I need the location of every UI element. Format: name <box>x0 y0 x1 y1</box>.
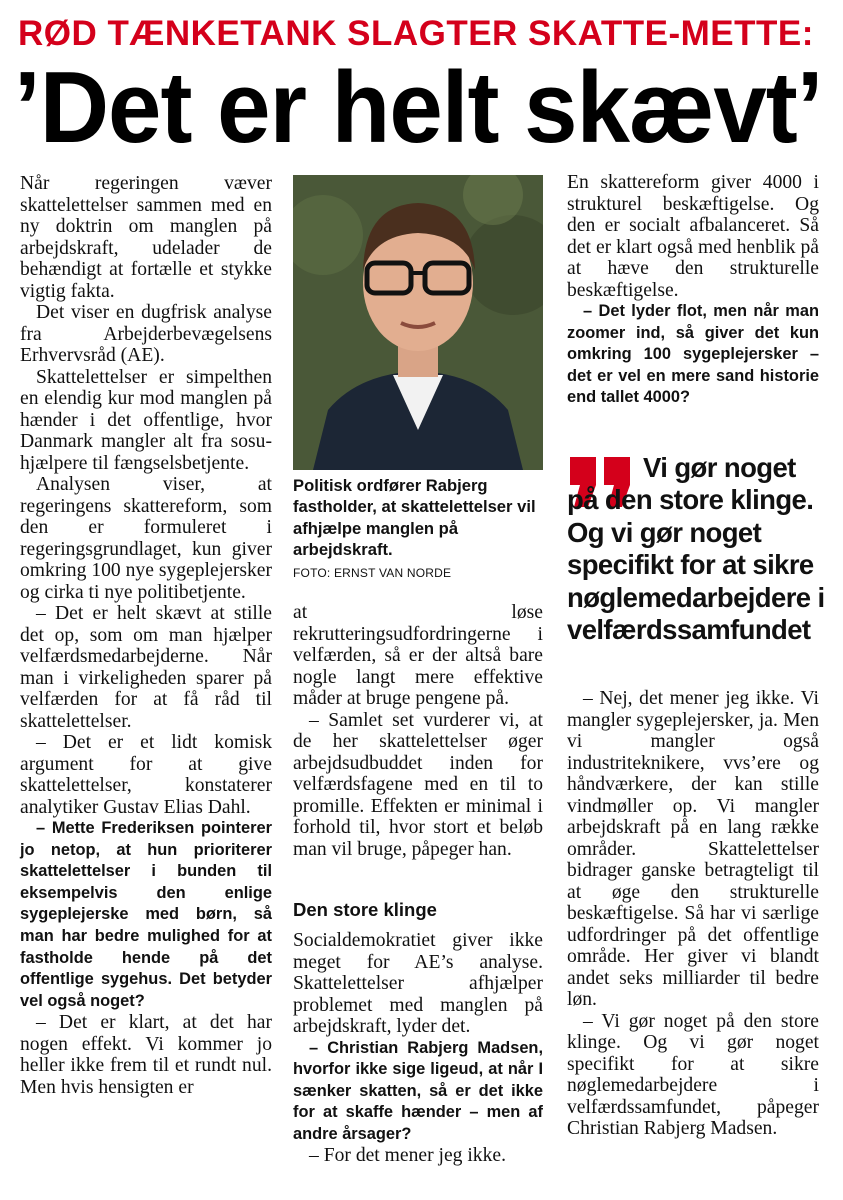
pull-quote <box>567 452 829 646</box>
question-paragraph: – Christian Rabjerg Madsen, hvorfor ikke sige ligeud, at når I sænker skatten, så er det ikke for at skaffe hænder – men af andre årsager? <box>293 1038 543 1143</box>
paragraph: Skattelettelser er simpelthen en elendig kur mod manglen på hænder i det offentlige, hvor Danmark mangler alt fra sosu-hjælpere til fængselsbetjente. <box>20 366 272 474</box>
pull-quote-text: Vi gør noget på den store klinge. Og vi gør noget specifikt for at sikre nøglemedarbejdere i velfærdssamfundet <box>567 452 825 646</box>
section-subheading: Den store klinge <box>293 899 437 920</box>
photo-caption: Politisk ordfører Rabjerg fastholder, at skattelettelser vil afhjælpe manglen på arbejdskraft. <box>293 476 536 560</box>
question-paragraph: – Mette Frederiksen pointerer jo netop, at hun prioriterer skattelettelser i bunden til eksempelvis den enlige sygeplejerske med børn, så man har bedre mulighed for at fastholde hende på det offentlige sygehus. Det betyder vel også noget? <box>20 819 272 1010</box>
portrait-photo <box>293 175 543 470</box>
paragraph: Analysen viser, at regeringens skattereform, som den er formuleret i regeringsgrundlaget, kun giver omkring 100 nye sygeplejersker og cirka ti nye politibetjente. <box>20 474 272 603</box>
paragraph: – Det er et lidt komisk argument for at give skattelettelser, konstaterer analytiker Gustav Elias Dahl. <box>20 732 272 818</box>
paragraph: – Det er helt skævt at stille det op, som om man hjælper velfærdsmedarbejderne. Når man i virkeligheden sparer på velfærden for at få råd til skattelettelser. <box>20 603 272 732</box>
paragraph: – Vi gør noget på den store klinge. Og vi gør noget specifikt for at sikre nøglemedarbejdere i velfærdssamfundet, påpeger Christian Rabjerg Madsen. <box>567 1010 819 1139</box>
column-3-continued <box>567 688 819 1140</box>
paragraph: at løse rekrutteringsudfordringerne i velfærden, så er der altså bare nogle langt mere effektive måder at bruge pengene på. <box>293 602 543 709</box>
paragraph: – For det mener jeg ikke. <box>309 1145 506 1167</box>
paragraph: – Det er klart, at det har nogen effekt. Vi kommer jo heller ikke frem til et rundt nul. Men hvis hensigten er <box>20 1012 272 1098</box>
column-2-continued <box>293 930 543 1167</box>
column-2 <box>293 602 543 860</box>
paragraph: – Nej, det mener jeg ikke. Vi mangler sygeplejersker, ja. Men vi mangler også industriteknikere, vvs’ere og håndværkere, der kan stille vindmøller op. Vi mangler arbejdskraft på en lang række områder. Skattelettelser bidrager ganske betragteligt til at øge den strukturelle beskæftigelse. Så har vi særlige udfordringer på det offentlige område. Her giver vi blandt andet seks milliarder til bedre løn. <box>567 688 819 1010</box>
question-paragraph: – Det lyder flot, men når man zoomer ind, så giver det kun omkring 100 sygeplejersker – det er vel en mere sand historie end tallet 4000? <box>567 302 819 407</box>
column-1 <box>20 173 272 1098</box>
paragraph: En skattereform giver 4000 i strukturel beskæftigelse. Og den er socialt afbalanceret. Så det er klart også med henblik på at hæve den strukturelle beskæftigelse. <box>567 172 819 301</box>
main-headline: ’Det er helt skævt’ <box>14 52 823 164</box>
paragraph: – Samlet set vurderer vi, at de her skattelettelser øger arbejdsudbuddet inden for velfærdsfagene med en til to promille. Effekten er minimal i forhold til, hvor stort et beløb man vil bruge, påpeger han. <box>293 709 543 860</box>
column-3 <box>567 172 819 409</box>
paragraph: Det viser en dugfrisk analyse fra Arbejderbevægelsens Erhvervsråd (AE). <box>20 302 272 366</box>
paragraph: Socialdemokratiet giver ikke meget for AE’s analyse. Skattelettelser afhjælper problemet med manglen på arbejdskraft, lyder det. <box>293 930 543 1037</box>
photo-credit: FOTO: ERNST VAN NORDE <box>293 566 452 580</box>
portrait-illustration <box>293 175 543 470</box>
paragraph: Når regeringen væver skattelettelser sammen med en ny doktrin om manglen på arbejdskraft, udelader de behændigt at fortælle et stykke vigtig fakta. <box>20 173 272 302</box>
kicker-headline: RØD TÆNKETANK SLAGTER SKATTE-METTE: <box>18 14 814 53</box>
